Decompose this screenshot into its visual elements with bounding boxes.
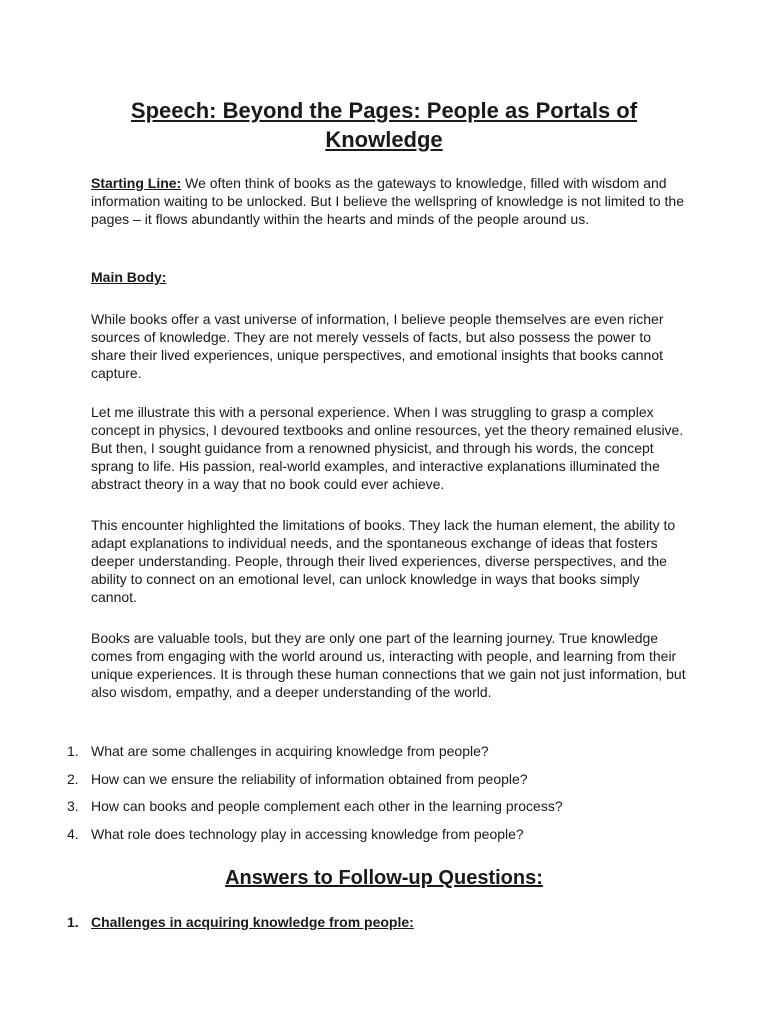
starting-line-text: We often think of books as the gateways to knowledge, filled with wisdom and information waiting to be unlocked. But I believe the wellspring of knowledge is not limited to the pages – it flows abundantly within the hearts and minds of the people around us. [91,175,685,227]
question-text: How can we ensure the reliability of information obtained from people? [91,770,528,787]
question-item [67,825,707,843]
question-text: What role does technology play in accessing knowledge from people? [91,825,524,842]
main-body-heading [91,268,686,286]
question-text: How can books and people complement each other in the learning process? [91,798,563,814]
follow-up-questions-list [67,742,707,852]
body-paragraph: Let me illustrate this with a personal experience. When I was struggling to grasp a complex concept in physics, I devoured textbooks and online resources, yet the theory remained elusive. But then, I sought guidance from a renowned physicist, and through his words, the concept sprang to life. His passion, real-world examples, and interactive explanations illuminated the abstract theory in a way that no book could ever achieve. [91,404,684,492]
main-body-label: Main Body: [91,269,167,285]
answer-1-heading [67,913,414,931]
question-text: What are some challenges in acquiring knowledge from people? [91,743,489,759]
question-number: 3. [67,798,79,814]
body-paragraph: Books are valuable tools, but they are only one part of the learning journey. True knowledge comes from engaging with the world around us, interacting with people, and learning from their unique experiences. It is through these human connections that we gain not just information, but also wisdom, empathy, and a deeper understanding of the world. [91,630,686,700]
starting-line-label: Starting Line: [91,175,182,191]
document-title: Speech: Beyond the Pages: People as Portals of Knowledge [130,98,638,152]
question-number: 1. [67,743,79,759]
body-paragraph: This encounter highlighted the limitations of books. They lack the human element, the ability to adapt explanations to individual needs, and the spontaneous exchange of ideas that fosters deeper understanding. People, through their lived experiences, diverse perspectives, and the ability to connect on an emotional level, can unlock knowledge in ways that books simply cannot. [91,517,676,605]
answers-section-title: Answers to Follow-up Questions: [225,867,543,889]
question-number: 2. [67,770,79,787]
question-item [67,797,707,815]
body-paragraph: While books offer a vast universe of information, I believe people themselves are even richer sources of knowledge. They are not merely vessels of facts, but also possess the power to share their lived experiences, unique perspectives, and emotional insights that books cannot capture. [91,311,664,381]
starting-line-paragraph [91,174,686,228]
question-number: 4. [67,825,79,842]
answer-heading-text: Challenges in acquiring knowledge from people: [91,914,414,930]
question-item [67,742,707,760]
answer-number: 1. [67,914,79,930]
question-item [67,770,707,788]
